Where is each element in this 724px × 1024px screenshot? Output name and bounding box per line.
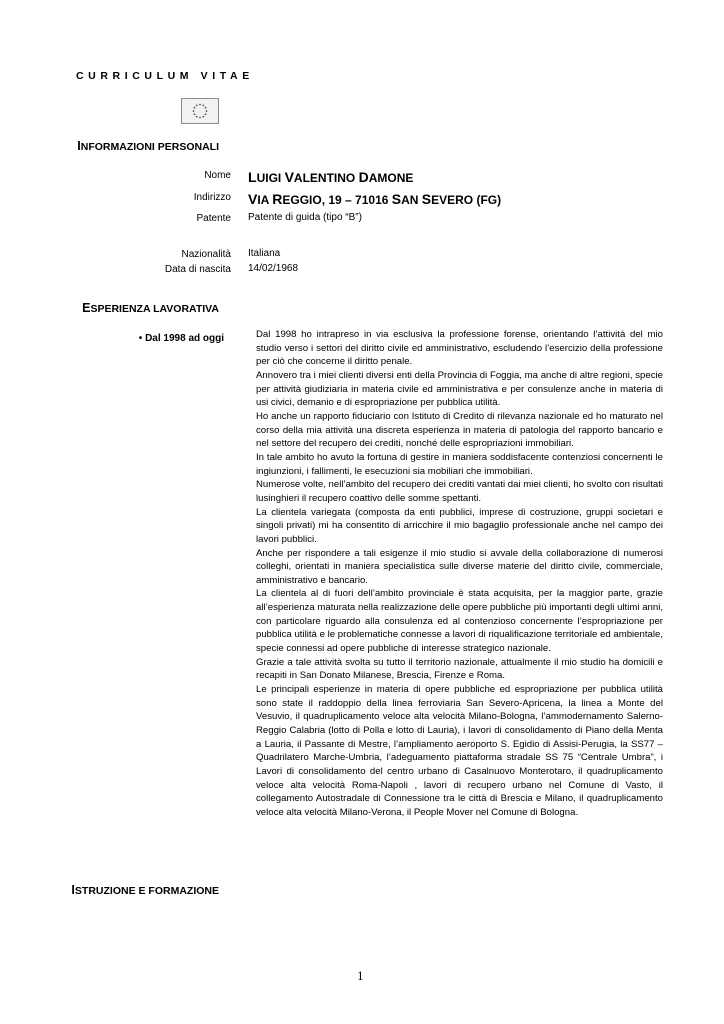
- page-number: 1: [357, 968, 364, 983]
- name-label: Nome: [204, 170, 231, 181]
- name-part-initial: V: [284, 169, 294, 185]
- work-experience-heading-initial: E: [82, 301, 91, 315]
- name-part-initial: L: [248, 169, 257, 185]
- personal-info-heading: [77, 139, 219, 153]
- address-part-initial: V: [248, 191, 258, 207]
- birth-date-value: 14/02/1968: [248, 263, 299, 274]
- address-part-rest: AN: [401, 193, 422, 207]
- personal-info-heading-rest: NFORMAZIONI PERSONALI: [80, 141, 219, 153]
- experience-paragraph: Grazie a tale attività svolta su tutto il territorio nazionale, attualmente il mio studio ha domicili e recapiti in San Donato Milanese, Brescia, Firenze e Roma.: [256, 656, 663, 682]
- experience-paragraph: La clientela al di fuori dell’ambito provinciale è stata acquisita, per la maggior parte, grazie all’esperienza maturata nella realizzazione delle opere pubbliche più importanti degli ultimi anni, con particolare riguardo alla consulenza ed al contenzioso concernente l’espropriazione per pubblica utilità e le problematiche connesse a lavori di riqualificazione territoriale ed ambientale, specie connessi ad opere pubbliche di interesse strategico nazionale.: [256, 588, 663, 655]
- address-part-rest: EVERO (FG): [431, 193, 502, 207]
- education-heading-initial: I: [71, 883, 75, 897]
- nationality-label: Nazionalità: [181, 249, 231, 260]
- document-title: CURRICULUM VITAE: [76, 70, 254, 82]
- experience-paragraph: In tale ambito ho avuto la fortuna di gestire in maniera soddisfacente contenziosi concernenti le ingiunzioni, i fallimenti, le esecuzioni sia mobiliari che immobiliari.: [256, 451, 663, 477]
- experience-paragraph: Numerose volte, nell’ambito del recupero dei crediti vantati dai miei clienti, ho svolto con risultati lusinghieri il recupero coattivo delle somme spettanti.: [256, 479, 663, 504]
- address-part-rest: EGGIO, 19 – 71016: [282, 193, 392, 207]
- license-label: Patente: [196, 213, 231, 224]
- experience-period: • Dal 1998 ad oggi: [138, 333, 224, 344]
- education-heading-rest: STRUZIONE E FORMAZIONE: [74, 885, 219, 897]
- license-value: Patente di guida (tipo “B”): [248, 212, 362, 223]
- experience-paragraph: Le principali esperienze in materia di opere pubbliche ed espropriazione per pubblica utilità sono state il raddoppio della linea ferroviaria San Severo-Apricena, la linea a Monte del Vesuvio, il quadruplicamento veloce alta velocità Milano-Bologna, l’ammodernamento Salerno-Reggio Calabria (lotto di Polla e lotto di Lauria), i lavori di consolidamento di Piano della Menta a Lauria, il Passante di Mestre, l’ampliamento aeroporto S. Egidio di Assisi-Perugia, la SS77 – Quadrilatero Marche-Umbria, l’adeguamento piattaforma stradale SS 75 “Centrale Umbra”, i Lavori di consolidamento del centro urbano di Casalnuovo Monterotaro, il quadruplicamento veloce alta velocità Roma-Napoli , lavori di recupero urbano nel Comune di Vasto, il collegamento Autostradale di Connessione tra le città di Brescia e Milano, il quadruplicamento veloce alta velocità Milano-Verona, il People Mover nel Comune di Bologna.: [256, 684, 663, 818]
- name-part-rest: UIGI: [256, 171, 285, 185]
- eu-flag-icon: [181, 98, 219, 124]
- experience-paragraph: Dal 1998 ho intrapreso in via esclusiva la professione forense, orientando l’attività del mio studio verso i settori del diritto civile ed amministrativo, escludendo l’esercizio della professione per ciò che concerne il diritto penale.: [256, 329, 663, 368]
- address-part-initial: S: [421, 191, 432, 207]
- personal-info-heading-initial: I: [77, 139, 81, 153]
- name-part-rest: ALENTINO: [293, 171, 359, 185]
- address-label: Indirizzo: [193, 192, 231, 203]
- address-part-rest: IA: [257, 193, 273, 207]
- education-heading: [71, 883, 219, 897]
- experience-paragraph: Ho anche un rapporto fiduciario con Istituto di Credito di rilevanza nazionale ed ho maturato nel corso della mia attività una discreta esperienza in materia di patologia del rapporto bancario e nel settore del recupero dei crediti, nonché delle espropriazioni immobiliari.: [256, 410, 663, 450]
- work-experience-heading: [82, 301, 219, 315]
- name-part-rest: AMONE: [368, 171, 414, 185]
- birth-date-label: Data di nascita: [164, 264, 231, 275]
- work-experience-heading-rest: SPERIENZA LAVORATIVA: [90, 303, 219, 315]
- experience-paragraph: La clientela variegata (composta da enti pubblici, imprese di costruzione, gruppi societari e singoli privati) mi ha consentito di arricchire il mio bagaglio professionale anche nel campo dei lavori pubblici.: [256, 506, 663, 545]
- name-value: [248, 169, 413, 185]
- address-part-initial: S: [391, 191, 402, 207]
- address-value: [248, 191, 501, 207]
- experience-description: [256, 328, 663, 820]
- experience-paragraph: Annovero tra i miei clienti diversi enti della Provincia di Foggia, ma anche di altre regioni, specie per attività giudiziaria in materia civile ed amministrativa e per consulenze anche in materia di usi civici, demanio e di espropriazione per pubblica utilità.: [256, 369, 663, 409]
- nationality-value: Italiana: [248, 248, 281, 259]
- address-part-initial: R: [272, 191, 283, 207]
- name-part-initial: D: [358, 169, 369, 185]
- experience-paragraph: Anche per rispondere a tali esigenze il mio studio si avvale della collaborazione di numerosi colleghi, orientati in maniera specialistica sulle diverse materie del diritto civile, commerciale, amministrativo e bancario.: [256, 547, 663, 586]
